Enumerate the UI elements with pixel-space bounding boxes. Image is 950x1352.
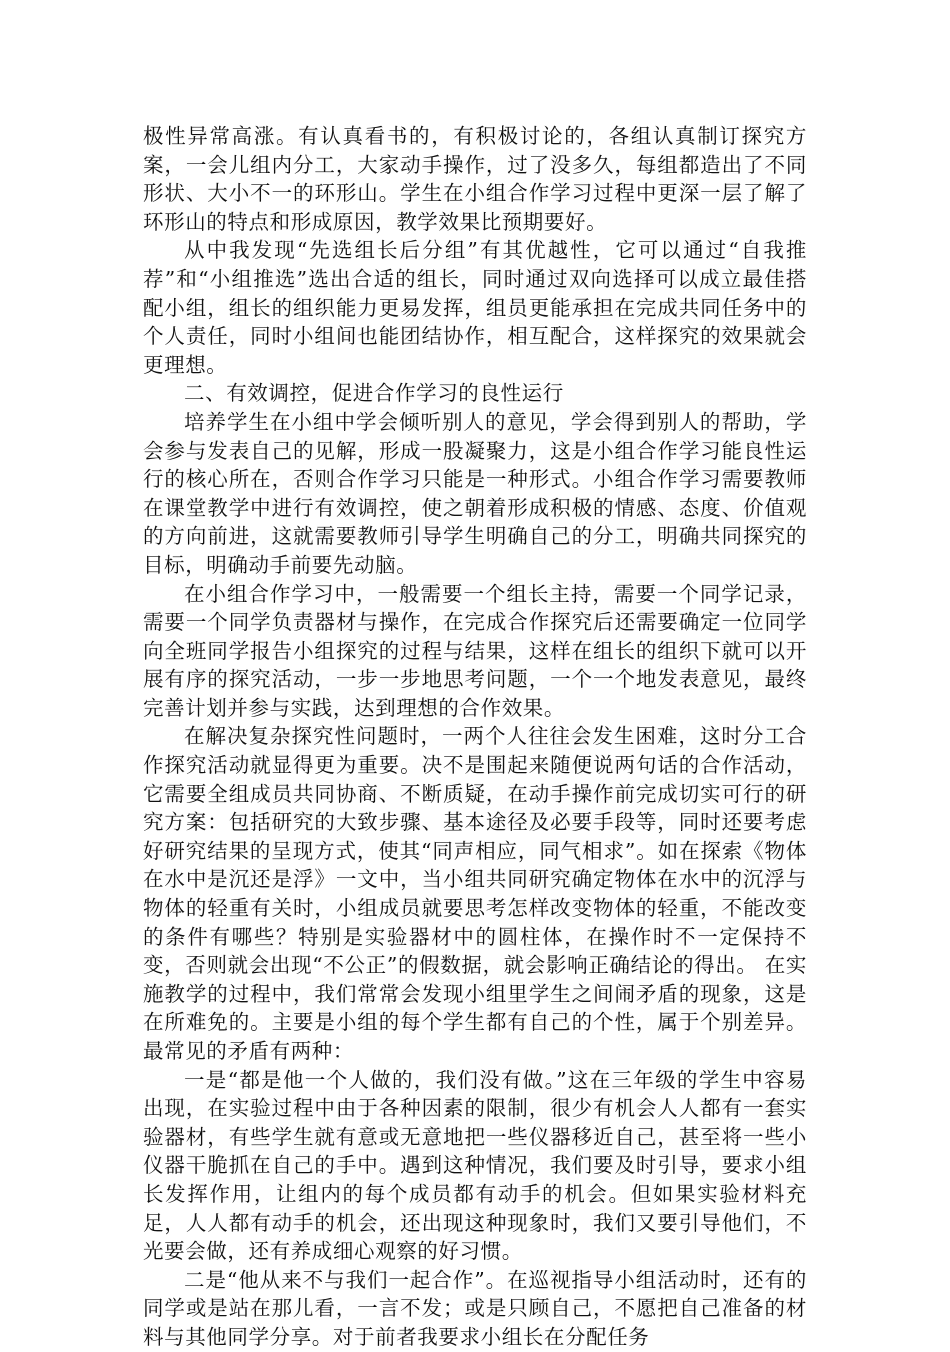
paragraph: 培养学生在小组中学会倾听别人的意见，学会得到别人的帮助，学会参与发表自己的见解，形成一股凝聚力，这是小组合作学习能良性运行的核心所在，否则合作学习只能是一种形式。小组合作学习需要教师在课堂教学中进行有效调控，使之朝着形成积极的情感、态度、价值观的方向前进，这就需要教师引导学生明确自己的分工，明确共同探究的目标，明确动手前要先动脑。 (143, 409, 807, 577)
section-heading: 二、有效调控，促进合作学习的良性运行 (184, 381, 564, 406)
paragraph: 二是“他从来不与我们一起合作”。在巡视指导小组活动时，还有的同学或是站在那儿看，一言不发；或是只顾自己，不愿把自己准备的材料与其他同学分享。对于前者我要求小组长在分配任务 (143, 1267, 807, 1349)
paragraph: 极性异常高涨。有认真看书的，有积极讨论的，各组认真制订探究方案，一会儿组内分工，大家动手操作，过了没多久，每组都造出了不同形状、大小不一的环形山。学生在小组合作学习过程中更深一层了解了环形山的特点和形成原因，教学效果比预期要好。 (143, 124, 807, 234)
paragraph: 在小组合作学习中，一般需要一个组长主持，需要一个同学记录，需要一个同学负责器材与操作，在完成合作探究后还需要确定一位同学向全班同学报告小组探究的过程与结果，这样在组长的组织下就可以开展有序的探究活动，一步一步地思考问题，一个一个地发表意见，最终完善计划并参与实践，达到理想的合作效果。 (143, 581, 807, 720)
document-body (143, 122, 807, 1352)
paragraph: 从中我发现“先选组长后分组”有其优越性，它可以通过“自我推荐”和“小组推选”选出合适的组长，同时通过双向选择可以成立最佳搭配小组，组长的组织能力更易发挥，组员更能承担在完成共同任务中的个人责任，同时小组间也能团结协作，相互配合，这样探究的效果就会更理想。 (143, 238, 807, 377)
paragraph: 一是“都是他一个人做的，我们没有做。”这在三年级的学生中容易出现，在实验过程中由于各种因素的限制，很少有机会人人都有一套实验器材，有些学生就有意或无意地把一些仪器移近自己，甚至将一些小仪器干脆抓在自己的手中。遇到这种情况，我们要及时引导，要求小组长发挥作用，让组内的每个成员都有动手的机会。但如果实验材料充足，人人都有动手的机会，还出现这种现象时，我们又要引导他们，不光要会做，还有养成细心观察的好习惯。 (143, 1067, 807, 1264)
paragraph: 在解决复杂探究性问题时，一两个人往往会发生困难，这时分工合作探究活动就显得更为重要。决不是围起来随便说两句话的合作活动，它需要全组成员共同协商、不断质疑，在动手操作前完成切实可行的研究方案：包括研究的大致步骤、基本途径及必要手段等，同时还要考虑好研究结果的呈现方式，使其“同声相应，同气相求”。如在探索《物体在水中是沉还是浮》一文中，当小组共同研究确定物体在水中的沉浮与物体的轻重有关时，小组成员就要思考怎样改变物体的轻重，不能改变的条件有哪些？特别是实验器材中的圆柱体，在操作时不一定保持不变，否则就会出现“不公正”的假数据，就会影响正确结论的得出。 在实施教学的过程中，我们常常会发现小组里学生之间闹矛盾的现象，这是在所难免的。主要是小组的每个学生都有自己的个性，属于个别差异。最常见的矛盾有两种： (143, 724, 807, 1063)
